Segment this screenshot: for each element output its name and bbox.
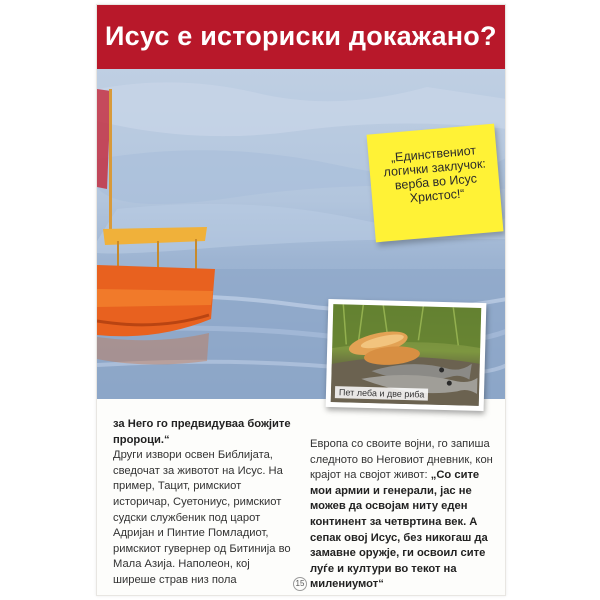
book-page — [96, 4, 506, 596]
right-column-body: Европа со своите војни, го запиша следното во Неговиот дневник, кон крајот на својот живот: — [310, 438, 493, 482]
bread-fish-photo-frame — [326, 299, 487, 411]
page-title: Исус е историски докажано? — [105, 21, 497, 51]
right-text-column — [310, 437, 494, 593]
left-column-lead: за Него го предвидуваа божјите пророци.“ — [113, 418, 291, 446]
left-text-column — [113, 417, 291, 589]
napoleon-quote: „Со сите мои армии и генерали, јас не можев да освојам ниту еден континент за четвртина век. А сепак овој Исус, без никогаш да замавне оружје, ги освоил сите луѓе и култури во текот на милениумот“ — [310, 469, 488, 591]
bread-fish-photo — [331, 304, 482, 406]
photo-caption: Пет леба и две риба — [335, 386, 429, 400]
left-column-body: Други извори освен Библијата, сведочат за животот на Исус. На пример, Тацит, римскиот историчар, Суетониус, римскиот судски службеник под царот Адријан и Пинтие Помладиот, римскиот гувернер од Битинија во Мала Азија. Наполеон, кој ширеше страв низ пола — [113, 449, 291, 586]
quote-sticky-note — [367, 124, 504, 243]
page-number: 15 — [293, 577, 307, 591]
sticky-note-text: „Единствениот логички заклучок: верба во Исус Христос!“ — [382, 143, 487, 206]
title-banner — [97, 5, 506, 69]
